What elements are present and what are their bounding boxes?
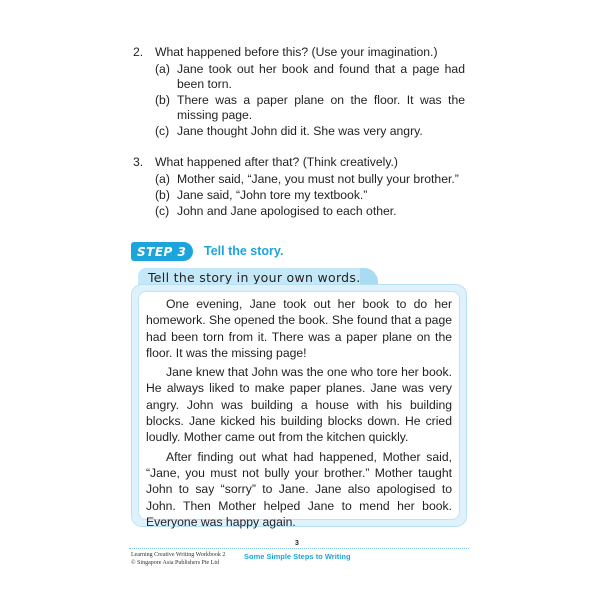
section-title: Some Simple Steps to Writing [244, 552, 351, 561]
option-a: (a) Jane took out her book and found that a page had been torn. [155, 62, 465, 91]
question-number: 2. [133, 45, 144, 59]
option-b: (b) Jane said, “John tore my textbook.” [155, 188, 368, 202]
story-paragraph-3: After finding out what had happened, Mother said, “Jane, you must not bully your brother.” Mother taught John to say “sorry” to Jane. Jane also apologised to John. Then Mother helped Jane to mend her book. Everyone was happy again. [146, 449, 452, 529]
footer-divider [129, 548, 469, 549]
story-text [146, 296, 452, 533]
page-number: 3 [295, 540, 299, 547]
publisher: © Singapore Asia Publishers Pte Ltd [131, 560, 220, 566]
option-a: (a) Mother said, “Jane, you must not bully your brother.” [155, 172, 459, 186]
question-text: What happened after that? (Think creatively.) [155, 155, 398, 169]
question-text: What happened before this? (Use your imagination.) [155, 45, 438, 59]
step-badge: STEP 3 [131, 242, 193, 261]
question-number: 3. [133, 155, 144, 169]
story-paragraph-2: Jane knew that John was the one who tore her book. He always liked to make paper planes. Jane was very angry. John was building a house with his building blocks. Jane kicked his building blocks down. He cried loudly. Mother came out from the kitchen quickly. [146, 365, 452, 445]
option-c: (c) John and Jane apologised to each other. [155, 204, 397, 218]
step-title: Tell the story. [204, 244, 284, 258]
story-paragraph-1: One evening, Jane took out her book to do her homework. She opened the book. She found that a page had been torn from it. There was a paper plane on the floor. It was the missing page! [146, 297, 452, 360]
footer-publisher-info [131, 551, 225, 567]
option-c: (c) Jane thought John did it. She was very angry. [155, 124, 423, 138]
question-2 [133, 45, 465, 140]
question-3 [133, 155, 465, 220]
story-tab-label: Tell the story in your own words. [148, 270, 361, 285]
book-title: Learning Creative Writing Workbook 2 [131, 552, 226, 558]
option-b: (b) There was a paper plane on the floor. It was the missing page. [155, 93, 465, 122]
